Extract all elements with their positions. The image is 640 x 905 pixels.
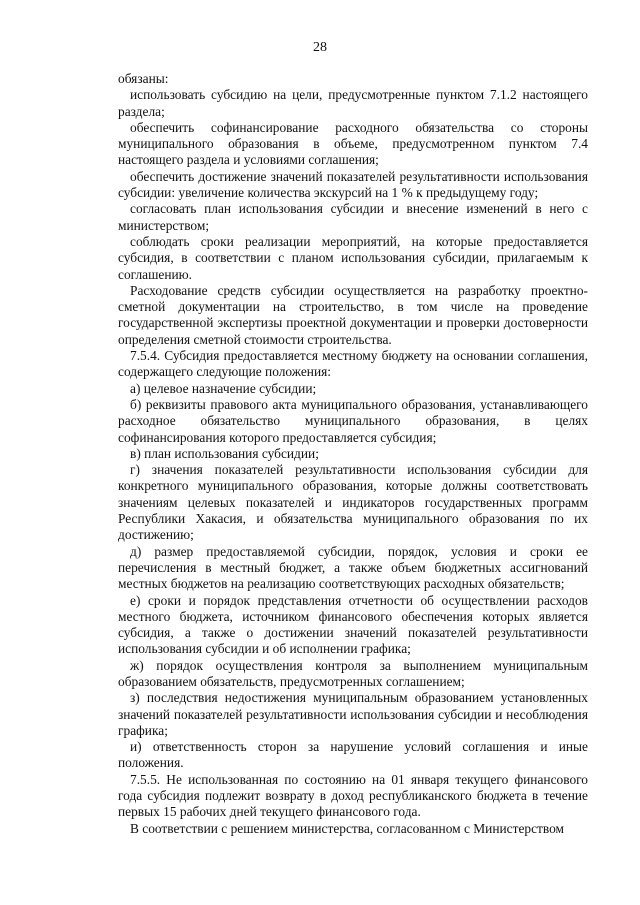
document-body — [118, 71, 588, 837]
list-item: в) план использования субсидии; — [130, 445, 319, 461]
paragraph: обеспечить достижение значений показателей результативности использования субсидии: увеличение количества экскурсий на 1 % к предыдущему году; — [118, 168, 588, 201]
list-item: г) значения показателей результативности использования субсидии для конкретного муниципального образования, которые должны соответствовать значениям целевых показателей и индикаторов государственных программ Республики Хакасия, и обязательства муниципального образования по их достижению; — [118, 462, 588, 543]
paragraph: согласовать план использования субсидии и внесение изменений в него с министерством; — [118, 201, 588, 233]
paragraph: соблюдать сроки реализации мероприятий, на которые предоставляется субсидия, в соответствии с планом использования субсидии, прилагаемым к соглашению. — [118, 233, 588, 282]
paragraph: 7.5.4. Субсидия предоставляется местному бюджету на основании соглашения, содержащего следующие положения: — [118, 348, 588, 380]
paragraph: Расходование средств субсидии осуществляется на разработку проектно-сметной документации на строительство, в том числе на проведение государственной экспертизы проектной документации и проверки достоверности определения сметной стоимости строительства. — [118, 282, 588, 347]
list-item: ж) порядок осуществления контроля за выполнением муниципальным образованием обязательств, предусмотренных соглашением; — [118, 657, 588, 689]
page-number: 28 — [313, 40, 327, 55]
list-item: е) сроки и порядок представления отчетности об осуществлении расходов местного бюджета, источником финансового обеспечения которых является субсидия, а также о достижении значений показателей результативности использования субсидии и об исполнении графика; — [118, 592, 588, 657]
paragraph: В соответствии с решением министерства, согласованном с Министерством — [130, 820, 565, 836]
list-item: и) ответственность сторон за нарушение условий соглашения и иные положения. — [118, 739, 588, 771]
list-item: б) реквизиты правового акта муниципального образования, устанавливающего расходное обязательство муниципального образования, в целях софинансирования которого предоставляется субсидия; — [118, 396, 588, 445]
paragraph: 7.5.5. Не использованная по состоянию на 01 января текущего финансового года субсидия подлежит возврату в доход республиканского бюджета в течение первых 15 рабочих дней текущего финансового года. — [118, 771, 588, 820]
paragraph: обеспечить софинансирование расходного обязательства со стороны муниципального образования в объеме, предусмотренном пунктом 7.4 настоящего раздела и условиями соглашения; — [118, 119, 588, 168]
paragraph: использовать субсидию на цели, предусмотренные пунктом 7.1.2 настоящего раздела; — [118, 87, 588, 119]
list-item: з) последствия недостижения муниципальным образованием установленных значений показателей результативности использования субсидии и несоблюдения графика; — [118, 690, 588, 738]
list-item: а) целевое назначение субсидии; — [130, 380, 317, 396]
paragraph: обязаны: — [118, 71, 169, 86]
list-item: д) размер предоставляемой субсидии, порядок, условия и сроки ее перечисления в местный бюджет, а также объем бюджетных ассигнований местных бюджетов на реализацию соответствующих расходных обязательств; — [118, 543, 588, 592]
